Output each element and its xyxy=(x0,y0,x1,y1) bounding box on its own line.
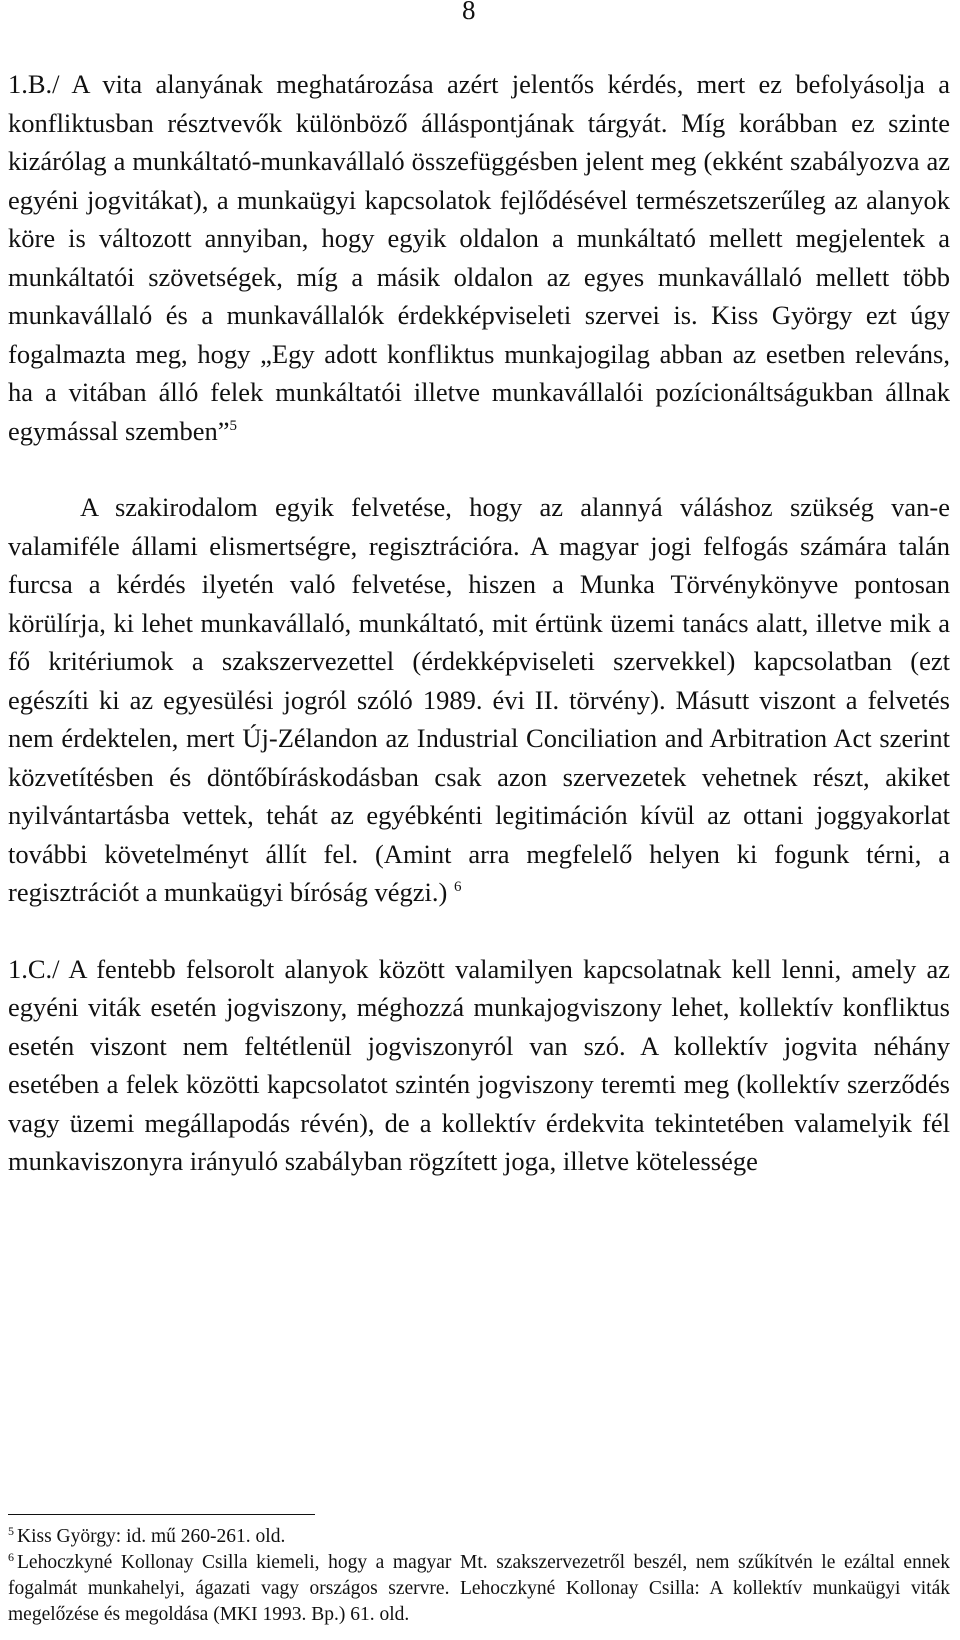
footnote-text: Lehoczkyné Kollonay Csilla kiemeli, hogy a magyar Mt. szakszervezetről beszél, nem szűkítvén le ezáltal ennek fogalmát munkahelyi, ágazati vagy országos szervre. Lehoczkyné Kollonay Csilla: A kollektív munkaügyi viták megelőzése és megoldása (MKI 1993. Bp.) 61. old. xyxy=(8,1552,950,1625)
paragraph-text: 1.B./ A vita alanyának meghatározása azért jelentős kérdés, mert ez befolyásolja a konfliktusban résztvevők különböző álláspontjának tárgyát. Míg korábban ez szinte kizárólag a munkáltató-munkavállaló összefüggésben jelent meg (ekként szabályozva az egyéni jogvitákat), a munkaügyi kapcsolatok fejlődésével természetszerűleg az alanyok köre is változott annyiban, hogy egyik oldalon a munkáltató mellett megjelentek a munkáltatói szövetségek, míg a másik oldalon az egyes munkavállaló mellett több munkavállaló és a munkavállalók érdekképviseleti szervei is. Kiss György ezt úgy fogalmazta meg, hogy „Egy adott konfliktus munkajogilag abban az esetben releváns, ha a vitában álló felek munkáltatói illetve munkavállalói pozícionáltságukban állnak egymással szemben” xyxy=(8,69,950,446)
paragraph-text: A szakirodalom egyik felvetése, hogy az alannyá váláshoz szükség van-e valamiféle állami elismertségre, regisztrációra. A magyar jogi felfogás számára talán furcsa a kérdés ilyetén való felvetése, hiszen a Munka Törvénykönyve pontosan körülírja, ki lehet munkavállaló, munkáltató, mit értünk üzemi tanács alatt, illetve mik a fő kritériumok a szakszervezettel (érdekképviseleti szervekkel) kapcsolatban (ezt egészíti ki az egyesülési jogról szóló 1989. évi II. törvény). Másutt viszont a felvetés nem érdektelen, mert Új-Zélandon az Industrial Conciliation and Arbitration Act szerint közvetítésben és döntőbíráskodásban csak azon szervezetek vehetnek részt, akiket nyilvántartásba vettek, tehát az egyébkénti legitimáción kívül az ottani joggyakorlat további követelményt állít fel. (Amint arra megfelelő helyen ki fogunk térni, a regisztrációt a munkaügyi bíróság végzi.) xyxy=(8,492,950,907)
paragraph-1-b xyxy=(8,65,950,450)
page-number: 8 xyxy=(462,0,476,25)
footnote-reference: 6 xyxy=(453,879,462,896)
paragraph-text: 1.C./ A fentebb felsorolt alanyok között valamilyen kapcsolatnak kell lenni, amely az egyéni viták esetén jogviszony, méghozzá munkajogviszony lehet, kollektív konfliktus esetén viszont nem feltétlenül jogviszonyról van szó. A kollektív jogvita néhány esetében a felek közötti kapcsolatot szintén jogviszony teremti meg (kollektív szerződés vagy üzemi megállapodás révén), de a kollektív érdekvita tekintetében valamelyik fél munkaviszonyra irányuló szabályban rögzített joga, illetve kötelessége xyxy=(8,953,950,1176)
footnote-reference: 5 xyxy=(229,417,237,434)
paragraph-1-c xyxy=(8,950,950,1181)
footnote-number: 6 xyxy=(8,1549,14,1564)
footnote-6 xyxy=(8,1550,950,1628)
footnote-5 xyxy=(8,1524,950,1550)
footnote-text: Kiss György: id. mű 260-261. old. xyxy=(17,1526,286,1547)
paragraph-registration xyxy=(8,488,950,912)
footnotes xyxy=(8,1524,950,1628)
footnote-separator xyxy=(8,1514,315,1515)
body-text xyxy=(8,65,950,1181)
footnote-number: 5 xyxy=(8,1523,14,1538)
